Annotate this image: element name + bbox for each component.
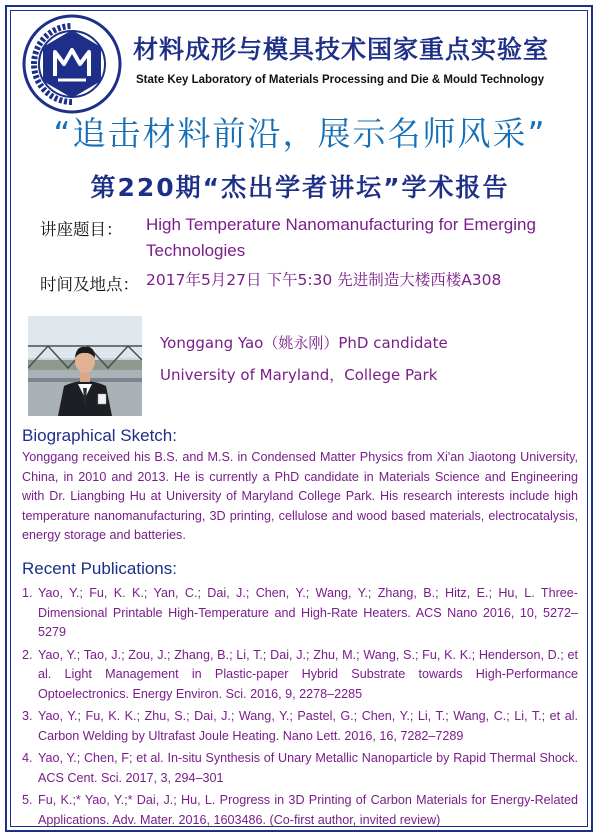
time-location-label: 时间及地点：	[40, 275, 139, 294]
speaker-affiliation: University of Maryland，College Park	[160, 366, 438, 384]
publication-list	[22, 584, 578, 833]
bio-heading: Biographical Sketch:	[22, 426, 177, 445]
time-location-value: 2017年5月27日 下午5:30 先进制造大楼西楼A308	[146, 271, 502, 289]
publication-text: Yao, Y.; Chen, F; et al. In-situ Synthesis of Unary Metallic Nanoparticle by Rapid Thermal Shock. ACS Cent. Sci. 2017, 3, 294–301	[38, 751, 578, 785]
publication-text: Fu, K.;* Yao, Y.;* Dai, J.; Hu, L. Progress in 3D Printing of Carbon Materials for Energy-Related Applications. Adv. Mater. 2016, 1603486. (Co-first author, invited review)	[38, 793, 578, 827]
publication-text: Yao, Y.; Tao, J.; Zou, J.; Zhang, B.; Li, T.; Dai, J.; Zhu, M.; Wang, S.; Fu, K. K.; Henderson, D.; et al. Light Management in Plastic-paper Hybrid Substrate towards High-Performance Optoelectronics. Energy Environ. Sci. 2016, 9, 2278–2285	[38, 647, 578, 701]
lecture-title-line2: Technologies	[146, 241, 246, 260]
publication-item	[22, 584, 578, 643]
lab-name-chinese: 材料成形与模具技术国家重点实验室	[133, 35, 550, 64]
publication-number: 5.	[22, 793, 33, 807]
speaker-photo	[28, 316, 142, 416]
series-title: 第220期“杰出学者讲坛”学术报告	[90, 173, 510, 202]
publication-number: 1.	[22, 586, 33, 600]
publication-number: 4.	[22, 751, 33, 765]
bio-text: Yonggang received his B.S. and M.S. in Condensed Matter Physics from Xi'an Jiaotong University, China, in 2010 and 2013. He is currently a PhD candidate in Materials Science and Engineering with Dr. Liangbing Hu at University of Maryland College Park. His research interests include high temperature nanomanufacturing, 3D printing, cellulose and wood based materials, electrocatalysis, energy storage and batteries.	[22, 450, 578, 542]
publication-number: 3.	[22, 709, 33, 723]
publications-heading: Recent Publications:	[22, 559, 177, 578]
publication-item	[22, 791, 578, 830]
speaker-name: Yonggang Yao（姚永刚）PhD candidate	[160, 334, 448, 352]
publication-number: 2.	[22, 647, 33, 662]
lab-logo	[22, 14, 122, 114]
lecture-title-label: 讲座题目：	[40, 220, 123, 239]
publication-item	[22, 646, 578, 705]
slogan: “追击材料前沿，展示名师风采”	[53, 114, 547, 153]
lecture-title-line1: High Temperature Nanomanufacturing for Emerging	[146, 215, 536, 234]
lab-name-english: State Key Laboratory of Materials Processing and Die & Mould Technology	[136, 74, 545, 86]
publication-text: Yao, Y.; Fu, K. K.; Yan, C.; Dai, J.; Chen, Y.; Wang, Y.; Zhang, B.; Hitz, E.; Hu, L. Three-Dimensional Printable High-Temperature and High-Rate Heaters. ACS Nano 2016, 10, 5272–5279	[38, 586, 578, 639]
publication-text: Yao, Y.; Fu, K. K.; Zhu, S.; Dai, J.; Wang, Y.; Pastel, G.; Chen, Y.; Li, T.; Wang, C.; Li, T.; et al. Carbon Welding by Ultrafast Joule Heating. Nano Lett. 2016, 16, 7282–7289	[38, 709, 578, 743]
publication-item	[22, 707, 578, 746]
publication-item	[22, 749, 578, 788]
